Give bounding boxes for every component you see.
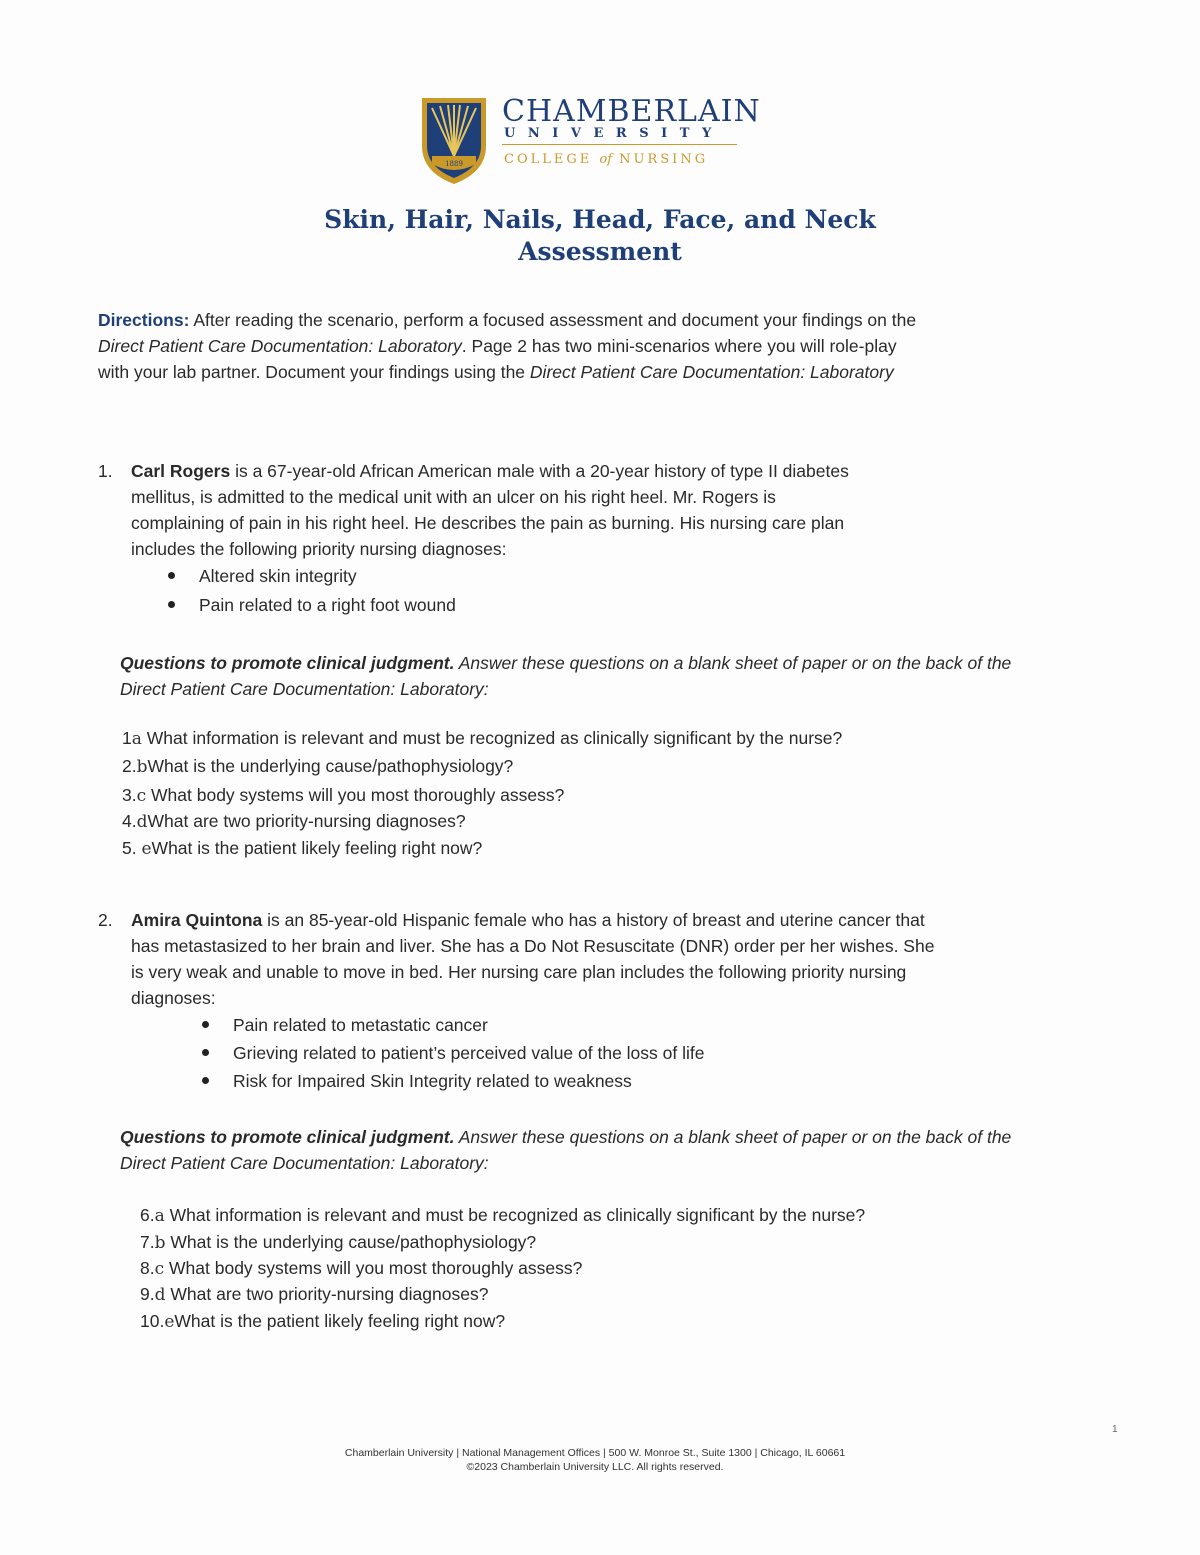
prompt-rest: Answer these questions on a blank sheet of paper or on the back of the — [454, 653, 1012, 673]
handwritten-mark: c — [154, 1259, 165, 1279]
scenario-1-line: mellitus, is admitted to the medical unit with an ulcer on his right heel. Mr. Rogers is — [131, 487, 776, 507]
bullet-icon — [202, 1077, 209, 1084]
handwritten-mark: b — [154, 1233, 166, 1253]
logo-name: CHAMBERLAIN — [502, 94, 761, 129]
scenario-1-number: 1. — [98, 461, 113, 481]
scenario-2-diagnosis: Pain related to metastatic cancer — [202, 1015, 488, 1036]
page-title-line2: Assessment — [518, 237, 682, 266]
bullet-icon — [202, 1021, 209, 1028]
directions-text-b: . Page 2 has two mini-scenarios where you will role-play — [461, 336, 897, 356]
handwritten-mark: e — [141, 839, 152, 859]
scenario-1-patient: Carl Rogers — [131, 461, 231, 481]
question-9: 9.d What are two priority-nursing diagnoses? — [140, 1284, 489, 1305]
scenario-1-diagnosis: Altered skin integrity — [168, 566, 357, 587]
scenario-2-line: is very weak and unable to move in bed. Her nursing care plan includes the following priority nursing — [131, 962, 907, 982]
scenario-1-line: is a 67-year-old African American male with a 20-year history of type II diabetes — [230, 461, 849, 481]
scenario-1-diagnosis: Pain related to a right foot wound — [168, 595, 456, 616]
question-6: 6.a What information is relevant and must be recognized as clinically significant by the nurse? — [140, 1205, 866, 1226]
scenario-1-text — [131, 458, 1011, 562]
footer-address: Chamberlain University | National Management Offices | 500 W. Monroe St., Suite 1300 | Chicago, IL 60661 — [344, 1447, 846, 1459]
logo-college-word: COLLEGE — [504, 152, 593, 167]
logo-university: U N I V E R S I T Y — [504, 126, 716, 141]
scenario-2-text — [131, 907, 1051, 1011]
prompt-bold: Questions to promote clinical judgment. — [120, 1127, 455, 1147]
question-7: 7.b What is the underlying cause/pathophysiology? — [140, 1232, 537, 1253]
page-number: 1 — [1112, 1424, 1118, 1435]
logo-nursing-word: NURSING — [619, 152, 709, 167]
question-3: 3.c What body systems will you most thoroughly assess? — [122, 785, 565, 806]
scenario-2-line: has metastasized to her brain and liver. She has a Do Not Resuscitate (DNR) order per her wishes. She — [131, 936, 935, 956]
prompt-bold: Questions to promote clinical judgment. — [120, 653, 455, 673]
page-title-line1: Skin, Hair, Nails, Head, Face, and Neck — [324, 205, 876, 234]
scenario-2-prompt — [120, 1124, 1120, 1176]
scenario-2-number: 2. — [98, 910, 113, 930]
scenario-2-line: is an 85-year-old Hispanic female who has a history of breast and uterine cancer that — [262, 910, 925, 930]
logo-college — [504, 152, 708, 167]
scenario-1-line: includes the following priority nursing diagnoses: — [131, 539, 507, 559]
handwritten-mark: c — [136, 786, 147, 806]
directions-doc-name-1: Direct Patient Care Documentation: Laboratory — [98, 336, 462, 356]
scenario-1-line: complaining of pain in his right heel. He describes the pain as burning. His nursing care plan — [131, 513, 845, 533]
question-8: 8.c What body systems will you most thoroughly assess? — [140, 1258, 583, 1279]
directions-doc-name-2: Direct Patient Care Documentation: Laboratory — [529, 362, 894, 382]
handwritten-mark: a — [131, 729, 142, 749]
question-1: 1a What information is relevant and must be recognized as clinically significant by the nurse? — [122, 728, 843, 749]
scenario-2-line: diagnoses: — [131, 988, 216, 1008]
scenario-2-diagnosis: Risk for Impaired Skin Integrity related to weakness — [202, 1071, 632, 1092]
handwritten-mark: d — [136, 812, 148, 832]
directions-label: Directions: — [98, 310, 190, 330]
bullet-icon — [168, 601, 175, 608]
logo-divider — [502, 144, 737, 145]
scenario-1-prompt — [120, 650, 1120, 702]
scenario-2-patient: Amira Quintona — [131, 910, 263, 930]
directions — [98, 307, 1058, 385]
footer-copyright: ©2023 Chamberlain University LLC. All rights reserved. — [466, 1461, 724, 1473]
bullet-icon — [202, 1049, 209, 1056]
prompt-rest: Answer these questions on a blank sheet of paper or on the back of the — [454, 1127, 1012, 1147]
handwritten-mark: d — [154, 1285, 166, 1305]
bullet-icon — [168, 572, 175, 579]
chamberlain-logo — [418, 94, 761, 186]
directions-text-c: with your lab partner. Document your findings using the — [98, 362, 526, 382]
prompt-line2: Direct Patient Care Documentation: Laboratory: — [120, 679, 489, 699]
logo-of-word: of — [599, 152, 613, 167]
scenario-2-diagnosis: Grieving related to patient’s perceived value of the loss of life — [202, 1043, 704, 1064]
handwritten-mark: a — [154, 1206, 165, 1226]
question-4: 4.dWhat are two priority-nursing diagnoses? — [122, 811, 466, 832]
logo-founded-year: 1889 — [445, 160, 463, 168]
handwritten-mark: b — [136, 757, 148, 777]
question-2: 2.bWhat is the underlying cause/pathophysiology? — [122, 756, 514, 777]
prompt-line2: Direct Patient Care Documentation: Laboratory: — [120, 1153, 489, 1173]
question-10: 10.eWhat is the patient likely feeling right now? — [140, 1311, 506, 1332]
handwritten-mark: e — [164, 1312, 175, 1332]
directions-text-a: After reading the scenario, perform a focused assessment and document your findings on the — [193, 310, 917, 330]
question-5: 5. eWhat is the patient likely feeling right now? — [122, 838, 483, 859]
